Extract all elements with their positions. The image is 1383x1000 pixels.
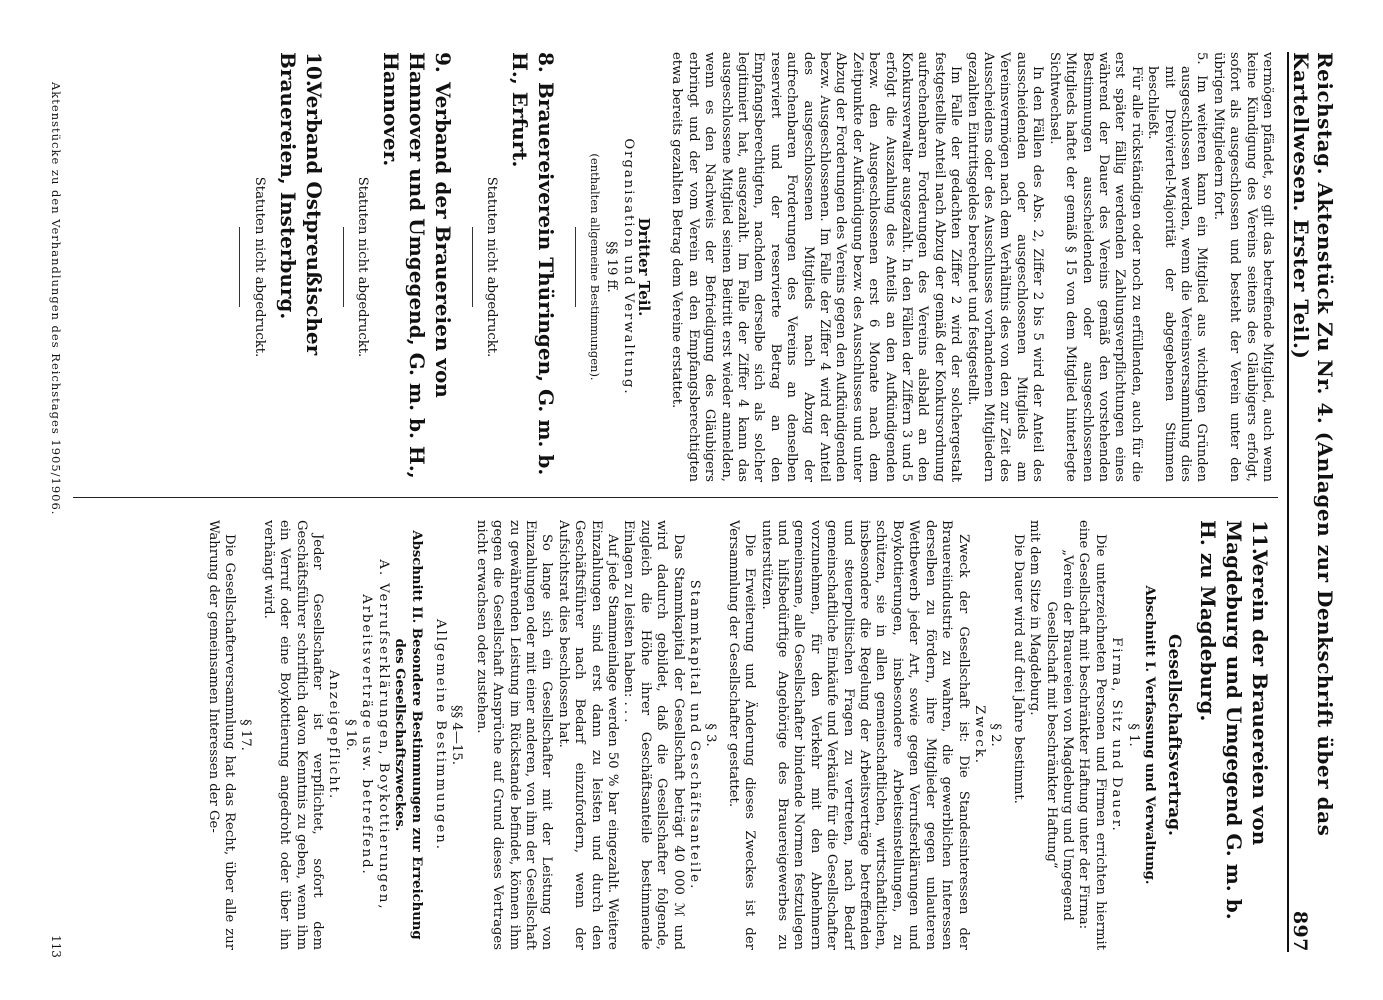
par-16-number: § 16. [342, 719, 358, 751]
abschnitt-1: Abschnitt I. Verfassung und Verwaltung. [1142, 585, 1157, 885]
header-title: Reichstag. Aktenstück Zu Nr. 4. (Anlagen zur Denkschrift über das Kartellwesen. Erster Teil.) [1289, 52, 1337, 837]
par-4-15-title: Allgemeine Bestimmungen. [432, 619, 448, 851]
page-header [1287, 52, 1337, 952]
par-17-text: Die Gesellschafterversammlung hat das Recht, über alle zur Wahrung der gemeinsamen Interessen der Ge- [205, 520, 238, 950]
sub-a-heading: A. Verrufserklärungen, Boykottierungen, Arbeitsverträge usw. betreffend. [359, 559, 391, 911]
section-8-number: 8. [534, 52, 559, 73]
part3-title: Dritter Teil. [634, 217, 653, 317]
section-10-heading [275, 52, 327, 482]
section-9-title: Verband der Brauereien von Hannover und Umgegend, G. m. b. H., Hannover. [378, 52, 455, 479]
part3-note: (enthalten allgemeine Bestimmungen). [587, 153, 602, 381]
part3-subtitle: Organisation und Verwaltung. [620, 138, 636, 396]
section-11-title: Verein der Brauereien von Magdeburg und Umgegend G. m. b. H. zu Magdeburg. [1196, 520, 1272, 920]
par-2-text-2: Die Erweiterung und Änderung dieses Zweckes ist der Versammlung der Gesellschafter gestattet. [725, 520, 758, 950]
section-9-number: 9. [430, 52, 455, 73]
section-8-title: Brauereiverein Thüringen, G. m. b. H., Erfurt. [508, 52, 559, 476]
par-1-title: Firma, Sitz und Dauer. [1109, 637, 1125, 833]
section-10-title: Verband Ostpreußischer Brauereien, Insterburg. [275, 52, 326, 356]
par-1-number: § 1. [1125, 723, 1141, 747]
par-16-text: Jeder Gesellschafter ist verpflichtet, sofort dem Geschäftsführer schriftlich davon Kenntnis zu geben, wenn ihm ein Verruf oder eine Boykottierung angedroht oder über ihn verhängt wird. [260, 520, 326, 950]
left-para-3: In den Fällen des Abs. 2, Ziffer 2 bis 5 wird der Anteil des ausscheidenden oder ausgeschlossenen Mitglieds am Vereinsvermögen nach dem Verhältnis des von den zur Zeit des Ausscheidens oder des Ausschlusses vorhandenen Mitgliedern gezahlten Eintrittsgeldes berechnet und festgestellt. [964, 52, 1046, 482]
par-1-text: Die unterzeichneten Personen und Firmen errichten hiermit eine Gesellschaft mit beschränkter Haftung unter der Firma: [1076, 520, 1108, 950]
rule-1 [575, 227, 576, 307]
par-2-number: § 2. [988, 723, 1004, 747]
firm-duration: Die Dauer wird auf drei Jahre bestimmt. [1010, 534, 1026, 804]
footer-source: Aktenstücke zu den Verhandlungen des Reichstages 1905/1906. [49, 82, 63, 516]
section-10-note: Statuten nicht abgedruckt. [251, 176, 267, 358]
abschnitt-2: Abschnitt II. Besondere Bestimmungen zur Erreichung des Gesellschaftszweckes. [392, 530, 424, 940]
firm-name: „Verein der Brauereien von Magdeburg und Umgegend Gesellschaft mit beschränkter Haftung“ [1043, 549, 1075, 921]
rule-3 [343, 227, 344, 307]
par-3-text-2: Auf jede Stammeinlage werden 50 % bar eingezahlt. Weitere Einzahlungen sind erst dann zu leisten und durch den Geschäftsführer nach Bedarf einzufordern, wenn der Aufsichtsrat dies beschlossen hat. [555, 520, 620, 950]
column-divider [73, 497, 1278, 498]
contract-title: Gesellschaftsvertrag. [1164, 634, 1184, 836]
par-2-text: Zweck der Gesellschaft ist: Die Standesinteressen der Brauereiindustrie zu wahren, die gewerblichen Interessen derselben zu fördern, ihre Mitglieder gegen unlauteren Wettbewerb jeder Art, sowie gegen Verrufserklärungen und Boykottierungen, insbesondere Arbeitseinstellungen, zu schützen, sie in allen gemeinschaftlichen, wirtschaftlichen, insbesondere die Regelung der Arbeitsverträge betreffenden und steuerpolitischen Fragen zu vertreten, nach Bedarf gemeinschaftliche Einkäufe und Verkäufe für die Gesellschafter vorzunehmen, für den Verkehr mit den Abnehmern gemeinsame, alle Gesellschafter bindende Normen festzulegen und hilfsbedürftige Angehörige des Brauereigewerbes zu unterstützen. [758, 520, 971, 950]
section-8-heading [507, 52, 559, 482]
footer-page-number: 113 [49, 935, 63, 958]
rule-4 [239, 227, 240, 307]
par-3-title: Stammkapital und Geschäftsanteile. [687, 579, 703, 891]
par-17-number: § 17. [238, 719, 254, 751]
rule-2 [472, 227, 473, 307]
par-4-15-number: §§ 4—15. [449, 705, 465, 765]
left-column [65, 52, 1275, 482]
section-11-heading [1195, 520, 1273, 950]
par-2-title: Zweck. [971, 705, 987, 765]
section-9-heading [378, 52, 456, 482]
section-9-note: Statuten nicht abgedruckt. [354, 176, 370, 358]
section-8-note: Statuten nicht abgedruckt. [484, 176, 500, 358]
firm-seat: mit dem Sitze in Magdeburg. [1027, 520, 1043, 716]
par-3-text: Das Stammkapital der Gesellschaft beträgt 40 000 ℳ und wird dadurch gebildet, daß die Gesellschafter folgende, zugleich die Höhe ihrer Geschäftsanteile bestimmende Einlagen zu leisten haben: . . . [621, 520, 686, 950]
section-11-number: 11. [1248, 520, 1272, 555]
left-para-1: vermögen pfändet, so gilt das betreffende Mitglied, auch wenn keine Kündigung des Vereins seitens des Gläubigers erfolgt, sofort als ausgeschlossen und besteht der Verein unter den übrigen Mitgliedern fort. [1210, 52, 1275, 482]
section-10-number: 10. [301, 52, 326, 87]
par-3-number: § 3. [703, 723, 719, 747]
left-para-2: Für alle rückständigen oder noch zu erfüllenden, auch für die erst später fällig werdenden Zahlungsverpflichtungen eines während der Dauer des Vereins gemäß den vorstehenden Bestimmungen ausscheidenden oder ausgeschlossenen Mitglieds haftet der gemäß § 15 von dem Mitglied hinterlegte Sichtwechsel. [1046, 52, 1144, 482]
par-3-text-3: So lange sich ein Gesellschafter mit der Leistung von Einzahlungen oder mit einer anderen, von ihm der Gesellschaft zu gewährenden Leistung im Rückstande befindet, können ihm gegen die Gesellschaft Ansprüche auf Grund dieses Vertrages nicht erwachsen oder zustehen. [473, 520, 555, 950]
right-column [65, 520, 1275, 950]
left-item-5: 5. Im weiteren kann ein Mitglied aus wichtigen Gründen ausgeschlossen werden, wenn die Vereinsversammlung dies mit Dreiviertel-Majorität der abgegebenen Stimmen beschließt. [1145, 52, 1210, 482]
par-16-title: Anzeigepflicht. [326, 669, 342, 801]
header-page-number: 897 [1289, 910, 1311, 952]
left-para-4: Im Falle der gedachten Ziffer 2 wird der solchergestalt festgestellte Anteil nach Abzug der gemäß der Konkursordnung aufrechenbaren Forderungen des Vereins alsbald an den Konkursverwalter ausgezahlt. In den Fällen der Ziffern 3 und 5 erfolgt die Auszahlung des Anteils an den Aufkündigenden bezw. den Ausgeschlossenen erst 6 Monate nach dem Zeitpunkte der Aufkündigung bezw. des Ausschlusses und unter Abzug der Forderungen des Vereins gegen den Aufkündigenden bezw. Ausgeschlossenen. Im Falle der Ziffer 4 wird der Anteil des ausgeschlossenen Mitglieds nach Abzug der aufrechenbaren Forderungen des Vereins an denselben reserviert und der reservierte Betrag an den Empfangsberechtigten, nachdem derselbe sich als solcher legitimiert hat, ausgezahlt. Im Falle der Ziffer 4 kann das ausgeschlossene Mitglied seinen Beitritt erst wieder anmelden, wenn es den Nachweis der Befriedigung des Gläubigers erbringt und der vom Verein an den Empfangsberechtigten etwa bereits gezahlten Betrag dem Vereine erstattet. [669, 52, 964, 482]
part3-paragraphs: §§ 19 ff. [604, 241, 620, 293]
